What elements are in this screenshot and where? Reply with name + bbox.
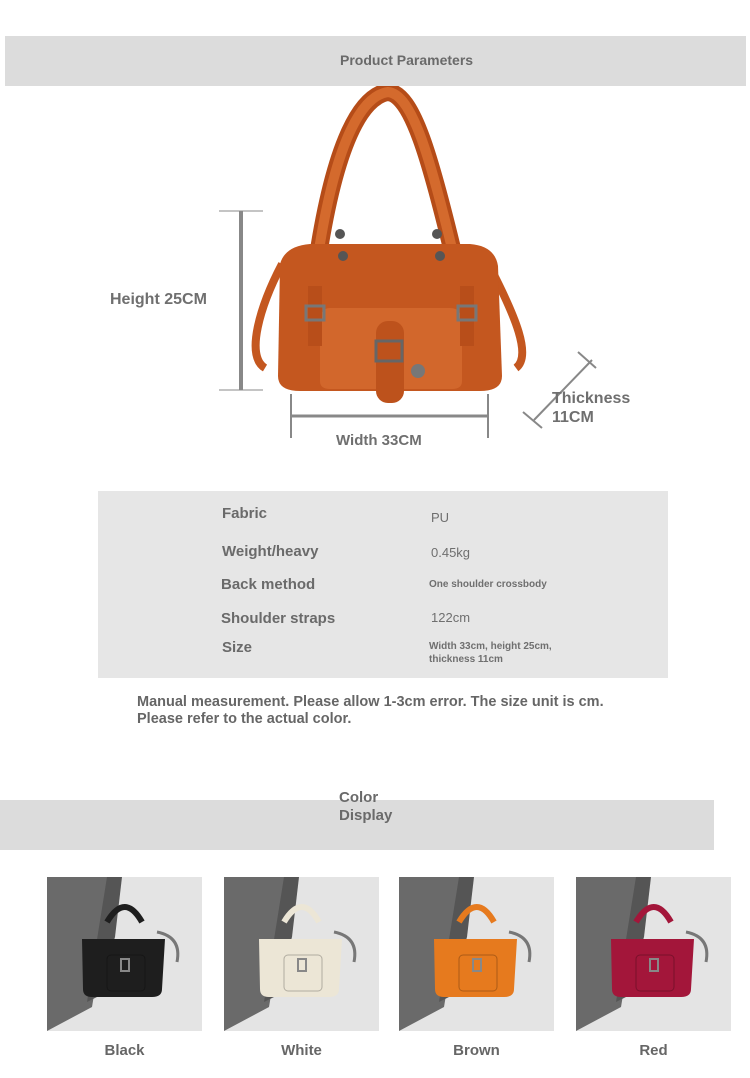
spec-key-shoulder-straps: Shoulder straps [221,610,336,627]
spec-value-size-line2: thickness 11cm [429,654,503,665]
spec-key-back-method: Back method [221,576,316,593]
measurement-note-line1: Manual measurement. Please allow 1-3cm error. The size unit is cm. [137,694,604,710]
spec-key-size: Size [222,639,253,656]
params-title: Product Parameters [340,52,474,68]
spec-value-back-method: One shoulder crossbody [429,579,547,590]
spec-table [98,491,668,678]
color-display-title-line2: Display [339,807,393,824]
color-display-title [339,789,392,825]
bag-photo-black [47,877,202,1031]
spec-value-size [429,640,552,666]
color-display-title-line1: Color [339,789,379,806]
spec-value-fabric: PU [431,510,450,525]
color-thumb-white[interactable] [224,877,379,1031]
spec-value-size-line1: Width 33cm, height 25cm, [429,641,552,652]
measurement-note [137,694,604,728]
measurement-note-line2: Please refer to the actual color. [137,711,352,727]
color-thumb-black[interactable] [47,877,202,1031]
spec-value-shoulder-straps: 122cm [431,610,471,625]
height-label: Height 25CM [110,291,207,308]
product-image [240,86,540,416]
color-thumb-brown[interactable] [399,877,554,1031]
thickness-label [552,389,630,427]
thickness-label-line1: Thickness [552,390,631,407]
bag-photo-red [576,877,731,1031]
params-header-band [5,36,746,86]
spec-key-fabric: Fabric [222,505,268,522]
spec-value-weight: 0.45kg [431,545,471,560]
height-dimension-line [219,210,264,392]
thickness-label-line2: 11CM [552,409,594,426]
color-label-red: Red [639,1042,668,1059]
color-thumb-red[interactable] [576,877,731,1031]
color-label-black: Black [104,1042,145,1059]
bag-photo-brown [399,877,554,1031]
spec-key-weight: Weight/heavy [222,543,319,560]
color-label-white: White [281,1042,322,1059]
color-label-brown: Brown [453,1042,500,1059]
bag-photo-white [224,877,379,1031]
width-label: Width 33CM [336,432,422,449]
